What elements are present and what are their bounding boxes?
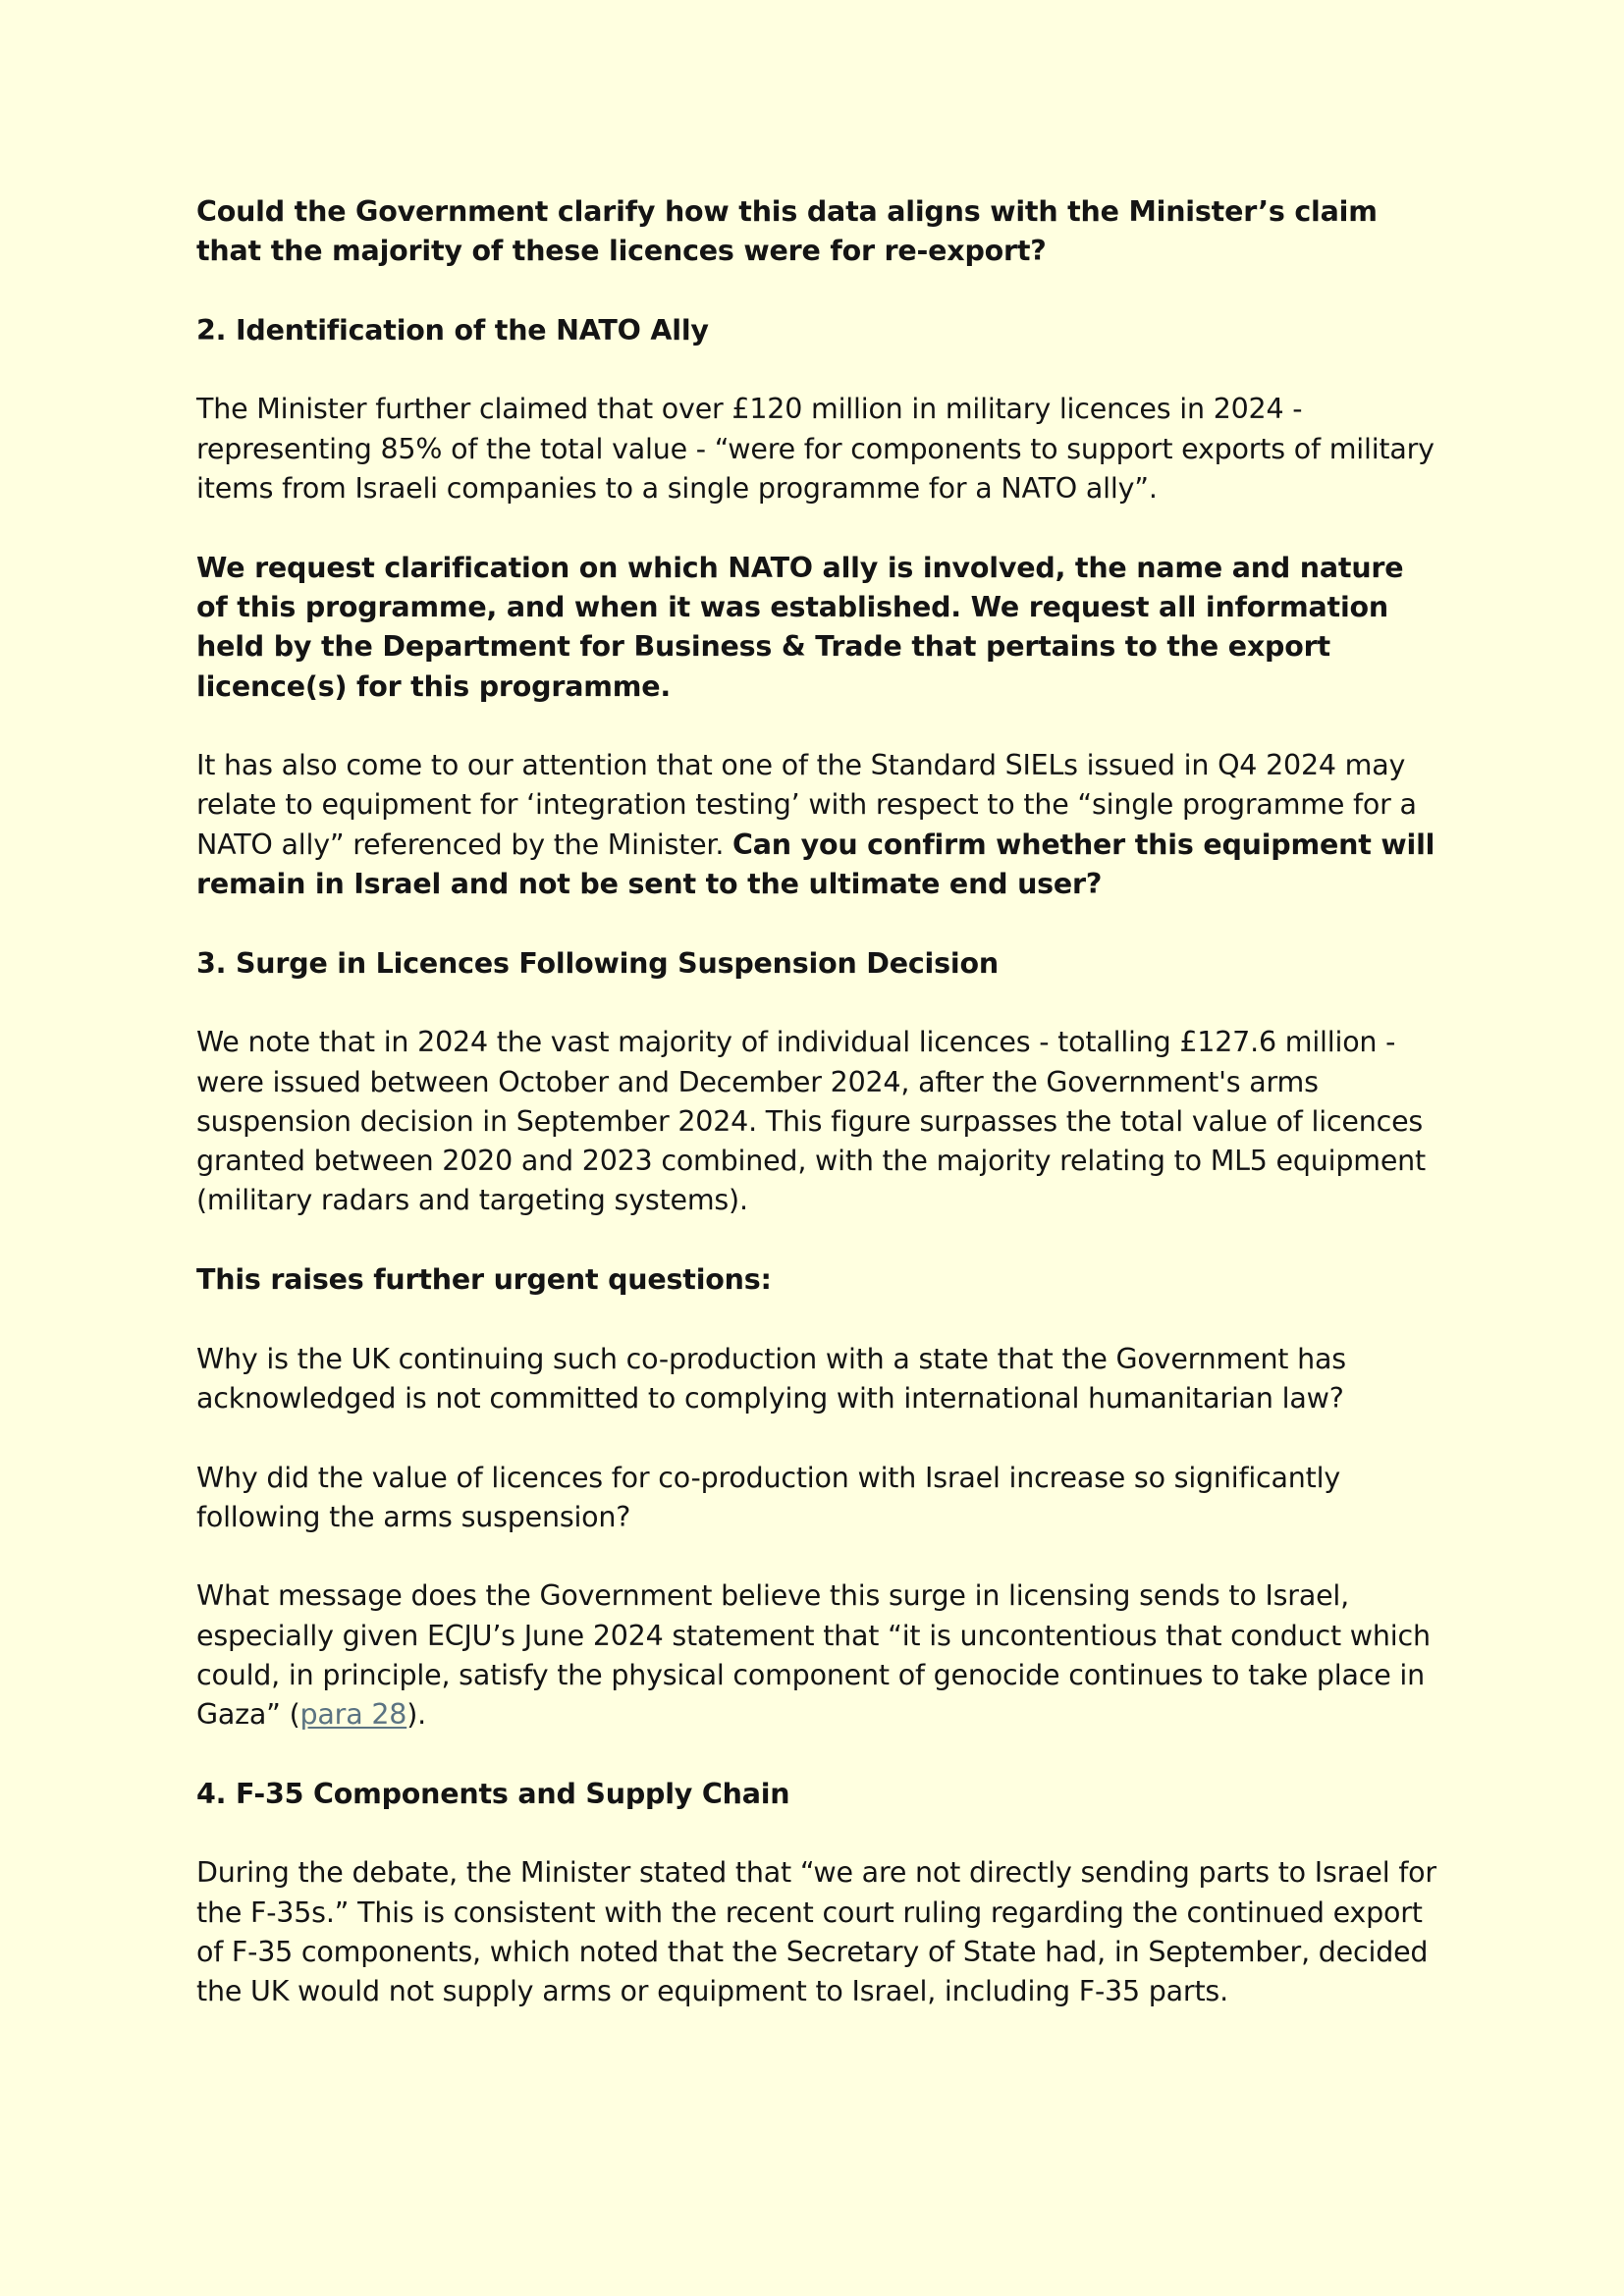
para-28-link[interactable]: para 28 (299, 1698, 407, 1732)
heading-nato-ally: 2. Identification of the NATO Ally (196, 313, 709, 347)
urgent-questions-heading: This raises further urgent questions: (196, 1263, 772, 1297)
paragraph-f35-debate: During the debate, the Minister stated that “we are not directly sending parts to Israel for the F-35s.” This is consistent with the recent court ruling regarding the continued export of F-35 components, which noted that the Secretary of State had, in September, decided the UK would not supply arms or equipment to Israel, including F-35 parts. (196, 1856, 1436, 2008)
paragraph-integration-testing (196, 746, 1443, 904)
paragraph-surge-details: We note that in 2024 the vast majority of individual licences - totalling £127.6 million - were issued between October and December 2024, after the Government's arms suspension decision in September 2024. This figure surpasses the total value of licences granted between 2020 and 2023 combined, with the majority relating to ML5 equipment (military radars and targeting systems). (196, 1026, 1426, 1217)
integration-testing-question: Can you confirm whether this equipment will remain in Israel and not be sent to the ultimate end user? (196, 828, 1435, 901)
request-clarification: We request clarification on which NATO ally is involved, the name and nature of this programme, and when it was established. We request all information held by the Department for Business & Trade that pertains to the export licence(s) for this programme. (196, 551, 1404, 703)
heading-surge-in-licences: 3. Surge in Licences Following Suspension Decision (196, 946, 999, 980)
heading-f35-components: 4. F-35 Components and Supply Chain (196, 1777, 790, 1810)
question-licence-increase: Why did the value of licences for co-production with Israel increase so significantly following the arms suspension? (196, 1461, 1341, 1533)
integration-testing-text: It has also come to our attention that one of the Standard SIELs issued in Q4 2024 may relate to equipment for ‘integration testing’ with respect to the “single programme for a NATO ally” referenced by the Minister. (196, 749, 1417, 861)
message-question-text: What message does the Government believe this surge in licensing sends to Israel, especially given ECJU’s June 2024 statement that “it is uncontentious that conduct which could, in principle, satisfy the physical component of genocide continues to take place in Gaza” ( (196, 1579, 1431, 1732)
question-co-production: Why is the UK continuing such co-production with a state that the Government has acknowledged is not committed to complying with international humanitarian law? (196, 1342, 1346, 1415)
message-question-end: ). (406, 1698, 426, 1732)
paragraph-minister-claim: The Minister further claimed that over £120 million in military licences in 2024 - representing 85% of the total value - “were for components to support exports of military items from Israeli companies to a single programme for a NATO ally”. (196, 393, 1435, 506)
question-reexport: Could the Government clarify how this data aligns with the Minister’s claim that the majority of these licences were for re-export? (196, 195, 1378, 268)
question-message-to-israel (196, 1576, 1443, 1735)
document-page (196, 192, 1443, 2052)
